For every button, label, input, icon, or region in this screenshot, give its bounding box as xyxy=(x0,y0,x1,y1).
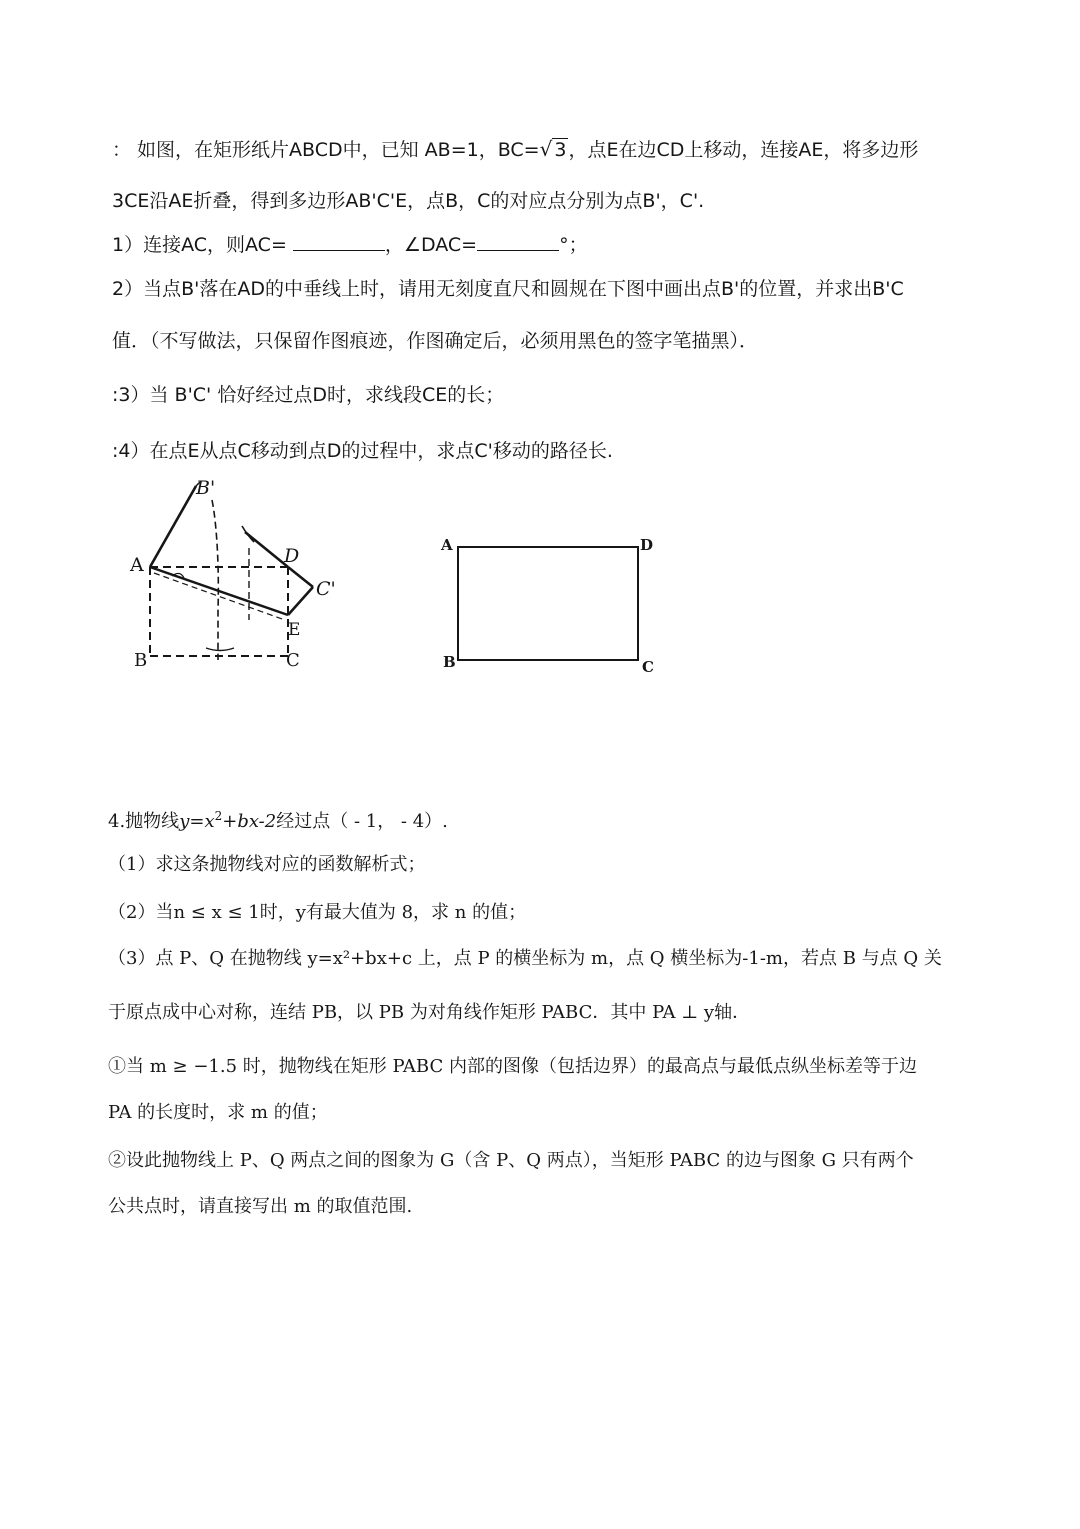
parabola-part-3-line-6 xyxy=(108,1194,412,1220)
fig1-label-c: C xyxy=(286,650,300,671)
question-2-line-1 xyxy=(112,276,904,302)
parabola-part-2 xyxy=(108,900,526,926)
q2-text-a: 2）当点B'落在AD的中垂线上时，请用无刻度直尺和圆规在下图中画出点B'的位置，并求出B'C xyxy=(112,278,904,300)
part-3-text-e: ②设此抛物线上 P、Q 两点之间的图象为 G（含 P、Q 两点），当矩形 PABC 的边与图象 G 只有两个 xyxy=(108,1150,914,1171)
fig2-label-c: C xyxy=(642,658,654,676)
parabola-part-3-line-3 xyxy=(108,1054,917,1080)
part-3-text-f: 公共点时，请直接写出 m 的取值范围. xyxy=(108,1196,413,1217)
q1-text-a: 1）连接AC，则AC= xyxy=(112,234,287,256)
fig1-label-a: A xyxy=(130,554,144,576)
fig1-label-b: B xyxy=(134,650,148,671)
intro-text-b: ，点E在边CD上移动，连接AE，将多边形 xyxy=(568,139,919,161)
answer-blank-ac[interactable] xyxy=(293,232,385,251)
fig2-label-d: D xyxy=(640,536,654,554)
question-3 xyxy=(112,382,504,408)
parabola-part-3-line-4 xyxy=(108,1100,328,1126)
fig1-label-e: E xyxy=(288,620,301,640)
q3-text: :3）当 B'C' 恰好经过点D时，求线段CE的长； xyxy=(112,384,505,406)
problem-intro-line-2 xyxy=(112,188,704,214)
segment-c-prime-e xyxy=(288,587,313,615)
q4-text: :4）在点E从点C移动到点D的过程中，求点C'移动的路径长. xyxy=(112,440,613,462)
part-3-text-b: 于原点成中心对称，连结 PB，以 PB 为对角线作矩形 PABC．其中 PA ⊥ y轴． xyxy=(108,1002,751,1023)
fig2-label-a: A xyxy=(441,536,453,554)
q1-text-c: °； xyxy=(559,234,588,256)
fold-line-trace xyxy=(154,573,285,620)
part-3-text-d: PA 的长度时，求 m 的值； xyxy=(108,1102,328,1123)
parabola-title-a: 4.抛物线 xyxy=(108,811,180,832)
part-3-text-a: （3）点 P、Q 在抛物线 y=x²+bx+c 上，点 P 的横坐标为 m，点 Q 横坐标为-1-m，若点 B 与点 Q 关 xyxy=(108,948,942,969)
fig2-label-b: B xyxy=(443,653,456,671)
fig1-label-d: D xyxy=(284,545,300,567)
sqrt-expression: √ 3 xyxy=(539,137,567,161)
question-1 xyxy=(112,232,588,258)
parabola-part-3-line-2 xyxy=(108,1000,750,1026)
fig1-label-b-prime: B' xyxy=(196,477,216,499)
intro-text-a: ： 如图，在矩形纸片ABCD中，已知 AB=1，BC= xyxy=(112,139,540,161)
rectangle-abcd-figure xyxy=(436,530,668,680)
answer-blank-angle[interactable] xyxy=(477,232,559,251)
parabola-part-3-line-1 xyxy=(108,946,942,972)
question-4 xyxy=(112,438,613,464)
parabola-part-1 xyxy=(108,852,425,878)
folded-rectangle-figure xyxy=(120,470,350,680)
problem-intro-line-1 xyxy=(112,136,918,163)
part-2-text: （2）当n ≤ x ≤ 1时，y有最大值为 8，求 n 的值； xyxy=(108,902,527,923)
q2-text-b: 值．（不写做法，只保留作图痕迹，作图确定后，必须用黑色的签字笔描黑）． xyxy=(112,330,759,352)
segment-b-prime-c-prime xyxy=(245,532,288,567)
intro-text-2: 3CE沿AE折叠，得到多边形AB'C'E，点B，C的对应点分别为点B'，C'. xyxy=(112,190,705,212)
sqrt-radicand: 3 xyxy=(554,139,567,161)
parabola-title-b: 经过点（ - 1， - 4）. xyxy=(276,811,448,832)
part-3-text-c: ①当 m ≥ −1.5 时，抛物线在矩形 PABC 内部的图像（包括边界）的最高点与最低点纵坐标差等于边 xyxy=(108,1056,917,1077)
q1-text-b: ，∠DAC= xyxy=(384,234,478,256)
construction-arc-lower xyxy=(206,648,234,651)
segment-dc-prime xyxy=(288,567,313,587)
question-2-line-2 xyxy=(112,328,758,354)
part-1-text: （1）求这条抛物线对应的函数解析式； xyxy=(108,854,426,875)
problem-parabola-title xyxy=(108,803,448,835)
eq-exponent: 2 xyxy=(214,809,223,823)
segment-ab-prime xyxy=(150,486,196,567)
eq-mid: =x xyxy=(189,811,215,832)
rectangle-abcd xyxy=(458,547,638,660)
construction-arc-upper xyxy=(242,526,254,542)
parabola-part-3-line-5 xyxy=(108,1148,914,1174)
fig1-label-c-prime: C' xyxy=(316,578,336,600)
eq-tail: +bx-2 xyxy=(222,811,277,832)
perpendicular-bisector xyxy=(212,500,218,660)
eq-y: y xyxy=(179,811,190,832)
